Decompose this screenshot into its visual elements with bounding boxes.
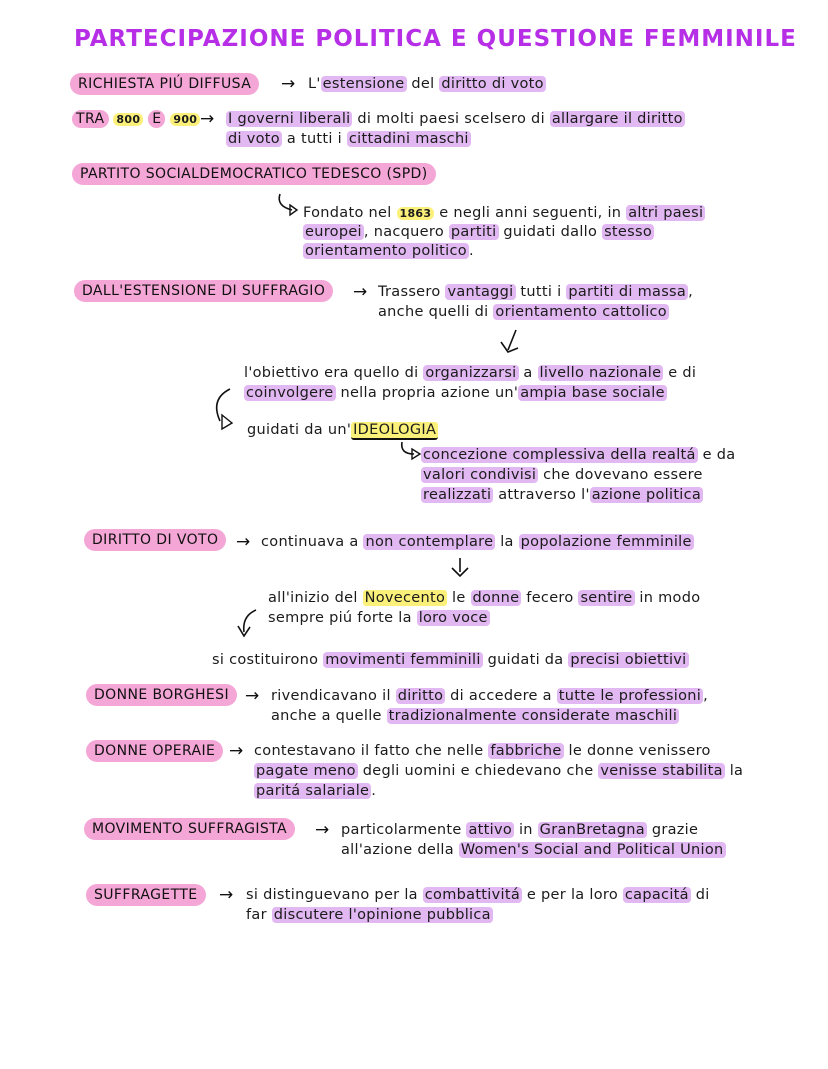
date-range: TRA 800 E 900 xyxy=(72,109,200,130)
down-arrow-icon xyxy=(498,328,528,358)
text-line: far discutere l'opinione pubblica xyxy=(246,907,491,923)
arrow-icon: → xyxy=(353,282,368,302)
text-line: all'inizio del Novecento le donne fecero sentire in modo xyxy=(268,590,701,606)
text-line: coinvolgere nella propria azione un' ampia base sociale xyxy=(246,385,665,401)
text-line: all'azione della Women's Social and Political Union xyxy=(341,842,724,858)
text-line: si distinguevano per la combattivitá e per la loro capacitá di xyxy=(246,887,710,903)
text-line: Fondato nel 1863 e negli anni seguenti, in altri paesi xyxy=(303,205,704,221)
text-line: sempre piú forte la loro voce xyxy=(268,610,488,626)
text-line: guidati da un' IDEOLOGIA xyxy=(247,422,437,438)
text-line: l'obiettivo era quello di organizzarsi a livello nazionale e di xyxy=(244,365,697,381)
text-line: rivendicavano il diritto di accedere a tutte le professioni , xyxy=(271,688,708,704)
text-line: europei , nacquero partiti guidati dallo stesso xyxy=(305,224,653,240)
tag-richiesta: RICHIESTA PIÚ DIFFUSA xyxy=(70,73,259,95)
text-line: orientamento politico . xyxy=(305,243,474,259)
page-title: PARTECIPAZIONE POLITICA E QUESTIONE FEMMINILE xyxy=(74,26,797,52)
text-line: pagate meno degli uomini e chiedevano che venisse stabilita la xyxy=(256,763,744,779)
arrow-icon: → xyxy=(315,820,330,840)
text-line: concezione complessiva della realtá e da xyxy=(423,447,736,463)
tag-spd: PARTITO SOCIALDEMOCRATICO TEDESCO (SPD) xyxy=(72,163,436,185)
arrow-icon: → xyxy=(219,885,234,905)
text-line: contestavano il fatto che nelle fabbriche le donne venissero xyxy=(254,743,711,759)
text-line: particolarmente attivo in GranBretagna grazie xyxy=(341,822,699,838)
text-line: valori condivisi che dovevano essere xyxy=(423,467,703,483)
text-line: paritá salariale . xyxy=(256,783,377,799)
arrow-icon: → xyxy=(245,686,260,706)
text-line: I governi liberali di molti paesi scelsero di allargare il diritto xyxy=(228,111,683,127)
tag-suffragio: DALL'ESTENSIONE DI SUFFRAGIO xyxy=(74,280,333,302)
arrow-icon: → xyxy=(281,74,296,94)
tag-movimento-suffragista: MOVIMENTO SUFFRAGISTA xyxy=(84,818,295,840)
arrow-icon: → xyxy=(200,109,215,129)
text-line: si costituirono movimenti femminili guidati da precisi obiettivi xyxy=(212,652,687,668)
text-line: Trassero vantaggi tutti i partiti di massa , xyxy=(378,284,694,300)
curved-arrow-icon xyxy=(234,606,264,640)
text-line: continuava a non contemplare la popolazione femminile xyxy=(261,534,692,550)
text-line: anche a quelle tradizionalmente considerate maschili xyxy=(271,708,678,724)
tag-diritto-voto: DIRITTO DI VOTO xyxy=(84,529,226,551)
arrow-icon: → xyxy=(229,741,244,761)
curved-arrow-icon xyxy=(208,385,248,435)
curved-arrow-icon xyxy=(270,192,300,222)
text-line: L' estensione del diritto di voto xyxy=(308,76,544,92)
text-line: di voto a tutti i cittadini maschi xyxy=(228,131,469,147)
down-arrow-icon xyxy=(448,556,472,582)
arrow-icon: → xyxy=(236,532,251,552)
text-line: anche quelli di orientamento cattolico xyxy=(378,304,667,320)
tag-donne-borghesi: DONNE BORGHESI xyxy=(86,684,237,706)
text-line: realizzati attraverso l' azione politica xyxy=(423,487,702,503)
tag-donne-operaie: DONNE OPERAIE xyxy=(86,740,223,762)
tag-suffragette: SUFFRAGETTE xyxy=(86,884,206,906)
